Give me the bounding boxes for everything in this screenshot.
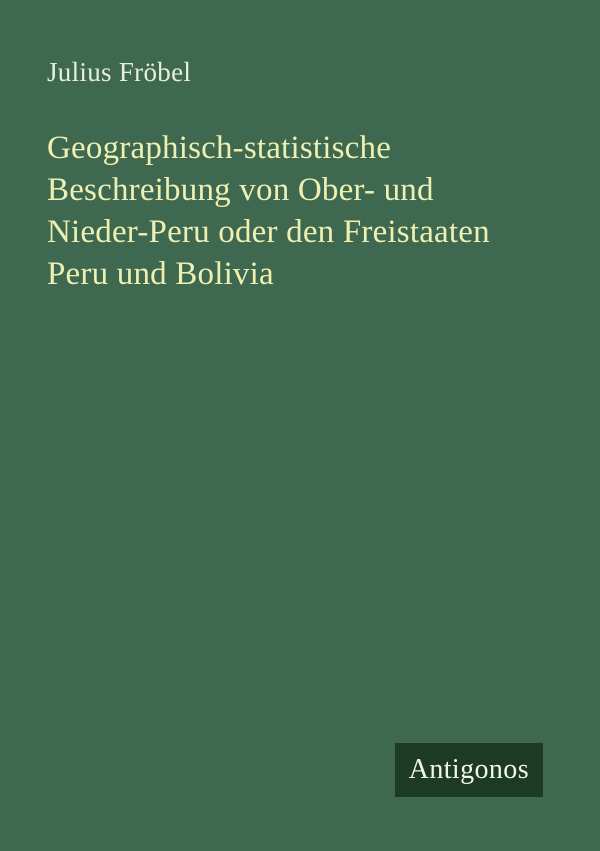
publisher-badge	[395, 743, 543, 797]
book-title-line: Peru und Bolivia	[47, 256, 274, 292]
book-title-line: Nieder-Peru oder den Freistaaten	[47, 214, 490, 250]
book-title	[47, 127, 557, 295]
author-name: Julius Fröbel	[47, 57, 192, 87]
book-title-line: Beschreibung von Ober- und	[47, 172, 434, 208]
book-title-line: Geographisch-statistische	[47, 130, 392, 166]
publisher-name: Antigonos	[408, 754, 529, 785]
